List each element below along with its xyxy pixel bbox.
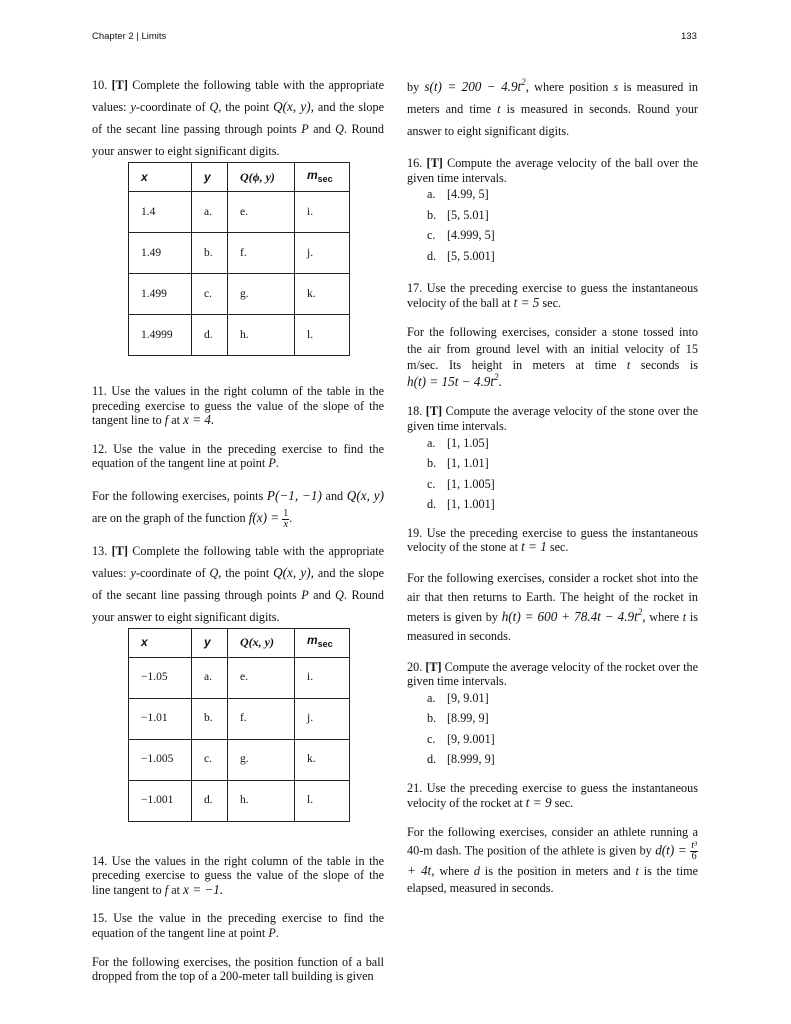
cell-q: f.	[228, 233, 295, 274]
cell-y: a.	[192, 192, 228, 233]
cell-y: c.	[192, 274, 228, 315]
cell-msec: j.	[295, 698, 350, 739]
header-msec: $m_{sec}$	[295, 628, 350, 657]
exercise-number: 14.	[92, 853, 108, 868]
exercise-number: 10.	[92, 78, 108, 92]
table-row	[129, 233, 350, 274]
cell-x: 1.499	[129, 274, 192, 315]
cell-msec: k.	[295, 274, 350, 315]
cell-x: −1.01	[129, 698, 192, 739]
table-row	[129, 192, 350, 233]
exercise-11: 11. Use the values in the right column of the table in the preceding exercise to guess the value of the slope of the tangent line to f at x = 4.	[92, 384, 384, 428]
cell-x: −1.005	[129, 739, 192, 780]
exercise-number: 21.	[407, 780, 423, 795]
list-item: a. [1, 1.05]	[427, 435, 489, 450]
math-point: Q(x, y),	[273, 99, 314, 114]
header-x: x	[129, 163, 192, 192]
tech-tag: [T]	[426, 156, 443, 170]
exercise-number: 20.	[407, 659, 423, 674]
interval-list	[407, 689, 698, 771]
cell-x: 1.4999	[129, 315, 192, 356]
header-q: Q(x, y)	[228, 628, 295, 657]
math-position-function: $s(t) = 200 - 4.9t^2$,	[424, 77, 530, 94]
header-y: y	[192, 628, 228, 657]
cell-msec: l.	[295, 315, 350, 356]
cell-q: e.	[228, 192, 295, 233]
table-header-row	[129, 163, 350, 192]
exercise-number: 15.	[92, 911, 108, 926]
list-item: d. [8.999, 9]	[427, 752, 495, 767]
list-item: d. [1, 1.001]	[427, 497, 495, 512]
cell-msec: k.	[295, 739, 350, 780]
ball-position-continuation: by $s(t) = 200 - 4.9t^2$, where position s is measured in meters and time t is measured in seconds. Round your answer to eight significant digits.	[407, 77, 699, 138]
exercise-12: 12. Use the value in the preceding exercise to find the equation of the tangent line at point P.	[92, 441, 384, 471]
cell-y: b.	[192, 698, 228, 739]
table-row	[129, 739, 350, 780]
cell-y: d.	[192, 780, 228, 821]
exercise-10: 10. [T] Complete the following table with the appropriate values: y-coordinate of Q, the point Q(x, y), and the slope of the secant line passing through points P and Q. Round your answer to eight significant digits.	[92, 78, 384, 158]
cell-q: g.	[228, 274, 295, 315]
table-row	[129, 657, 350, 698]
intro-rocket: For the following exercises, consider a rocket shot into the air that then returns to Earth. The height of the rocket in meters is given by $h(t) = 600 + 78.4t - 4.9t^2$, where t is measured in seconds.	[407, 570, 698, 643]
list-item: d. [5, 5.001]	[427, 248, 495, 263]
intro-stone: For the following exercises, consider a stone tossed into the air from ground level with an initial velocity of 15 m/sec. Its height in meters at time t seconds is $h(t) = 15t - 4.9t^2$.	[407, 325, 698, 389]
interval-list	[407, 185, 698, 267]
right-column	[407, 76, 698, 897]
cell-q: g.	[228, 739, 295, 780]
tech-tag: [T]	[111, 543, 128, 558]
cell-msec: l.	[295, 780, 350, 821]
table-exercise-10	[128, 162, 350, 356]
header-q: Q(ϕ, y)	[228, 163, 295, 192]
fraction: $\frac{1}{x}$	[283, 507, 289, 530]
exercise-14: 14. Use the values in the right column of the table in the preceding exercise to guess the value of the slope of the line tangent to f at x = −1.	[92, 853, 384, 897]
list-item: a. [9, 9.01]	[427, 690, 489, 705]
cell-x: −1.05	[129, 657, 192, 698]
exercise-number: 12.	[92, 441, 108, 456]
cell-msec: i.	[295, 657, 350, 698]
cell-q: f.	[228, 698, 295, 739]
cell-y: b.	[192, 233, 228, 274]
exercise-21: 21. Use the preceding exercise to guess the instantaneous velocity of the rocket at t = 9 sec.	[407, 780, 698, 810]
exercise-20: 20. [T] Compute the average velocity of the rocket over the given time intervals.	[407, 659, 698, 689]
cell-msec: j.	[295, 233, 350, 274]
cell-y: c.	[192, 739, 228, 780]
interval-list	[407, 434, 698, 516]
list-item: b. [1, 1.01]	[427, 456, 489, 471]
table-row	[129, 780, 350, 821]
cell-msec: i.	[295, 192, 350, 233]
list-item: a. [4.99, 5]	[427, 187, 489, 202]
header-y: y	[192, 163, 228, 192]
table-header-row	[129, 628, 350, 657]
chapter-header: Chapter 2 | Limits	[92, 31, 167, 42]
cell-y: a.	[192, 657, 228, 698]
header-msec: $m_{sec}$	[295, 163, 350, 192]
fraction: $\frac{\text{t³}}{6}$	[691, 840, 697, 863]
exercise-15: 15. Use the value in the preceding exercise to find the equation of the tangent line at point P.	[92, 911, 384, 941]
cell-x: 1.4	[129, 192, 192, 233]
table-row	[129, 315, 350, 356]
list-item: c. [9, 9.001]	[427, 731, 495, 746]
tech-tag: [T]	[425, 404, 443, 419]
exercise-13: 13. [T] Complete the following table with the appropriate values: y-coordinate of Q, the point Q(x, y), and the slope of the secant line passing through points P and Q. Round your answer to eight significant digits.	[92, 543, 384, 624]
cell-q: e.	[228, 657, 295, 698]
list-item: b. [8.99, 9]	[427, 711, 489, 726]
header-x: x	[129, 628, 192, 657]
table-exercise-13	[128, 628, 350, 822]
cell-q: h.	[228, 315, 295, 356]
table-row	[129, 274, 350, 315]
list-item: c. [4.999, 5]	[427, 228, 495, 243]
intro-ball-drop: For the following exercises, the position function of a ball dropped from the top of a 200-meter tall building is given	[92, 954, 384, 984]
exercise-number: 11.	[92, 384, 107, 398]
left-column	[92, 74, 384, 984]
exercise-number: 19.	[407, 525, 423, 540]
page-number: 133	[681, 31, 697, 42]
intro-athlete: For the following exercises, consider an athlete running a 40-m dash. The position of the athlete is given by d(t) = $\frac{\text{t³}}{6}$ + 4t, where d is the position in meters and t is the time elapsed, measured in seconds.	[407, 825, 698, 896]
cell-x: −1.001	[129, 780, 192, 821]
list-item: c. [1, 1.005]	[427, 476, 495, 491]
cell-y: d.	[192, 315, 228, 356]
list-item: b. [5, 5.01]	[427, 207, 489, 222]
table-row	[129, 698, 350, 739]
exercise-number: 16.	[407, 156, 423, 170]
tech-tag: [T]	[425, 659, 442, 674]
exercise-17: 17. Use the preceding exercise to guess the instantaneous velocity of the ball at t = 5 sec.	[407, 281, 698, 310]
intro-function-1-over-x: For the following exercises, points P(−1, −1) and Q(x, y) are on the graph of the function f(x) = $\frac{1}{x}$ .	[92, 487, 384, 530]
exercise-18: 18. [T] Compute the average velocity of the stone over the given time intervals.	[407, 404, 699, 433]
exercise-19: 19. Use the preceding exercise to guess the instantaneous velocity of the stone at t = 1 sec.	[407, 525, 698, 555]
exercise-16: 16. [T] Compute the average velocity of the ball over the given time intervals.	[407, 156, 699, 185]
cell-q: h.	[228, 780, 295, 821]
exercise-number: 13.	[92, 543, 108, 558]
exercise-number: 18.	[407, 404, 423, 419]
exercise-number: 17.	[407, 281, 423, 296]
tech-tag: [T]	[111, 78, 128, 92]
cell-x: 1.49	[129, 233, 192, 274]
